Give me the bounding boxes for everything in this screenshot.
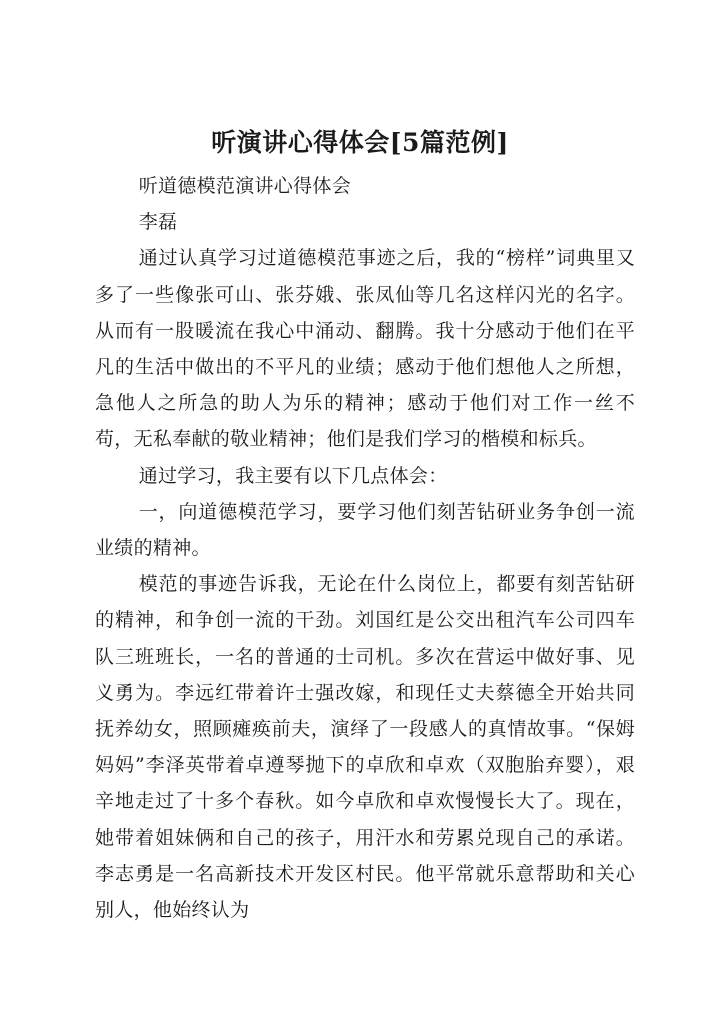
author: 李磊 <box>138 211 178 234</box>
subtitle: 听道德模范演讲心得体会 <box>138 175 351 197</box>
paragraph: 通过学习，我主要有以下几点体会： <box>138 464 448 487</box>
paragraph: 一，向道德模范学习，要学习他们刻苦钻研业务争创一流业绩的精神。 <box>95 500 635 560</box>
paragraph: 模范的事迹告诉我，无论在什么岗位上，都要有刻苦钻研的精神，和争创一流的干劲。刘国红是公交出租汽车公司四车队三班班长，一名的普通的士司机。多次在营运中做好事、见义勇为。李远红带着许士强改嫁，和现任丈夫蔡德全开始共同抚养幼女，照顾瘫痪前夫，演绎了一段感人的真情故事。“保姆妈妈”李泽英带着卓遵琴抛下的卓欣和卓欢（双胞胎弃婴），艰辛地走过了十多个春秋。如今卓欣和卓欢慢慢长大了。现在，她带着姐妹俩和自己的孩子，用汗水和劳累兑现自己的承诺。李志勇是一名高新技术开发区村民。他平常就乐意帮助和关心别人，他始终认为 <box>95 573 635 922</box>
document-title: 听演讲心得体会[5篇范例] <box>211 128 509 157</box>
paragraph: 通过认真学习过道德模范事迹之后，我的“榜样”词典里又多了一些像张可山、张芬娥、张凤仙等几名这样闪光的名字。从而有一股暖流在我心中涌动、翻腾。我十分感动于他们在平凡的生活中做出的不平凡的业绩；感动于他们想他人之所想，急他人之所急的助人为乐的精神；感动于他们对工作一丝不苟，无私奉献的敬业精神；他们是我们学习的楷模和标兵。 <box>95 247 635 451</box>
document-body <box>95 168 635 928</box>
